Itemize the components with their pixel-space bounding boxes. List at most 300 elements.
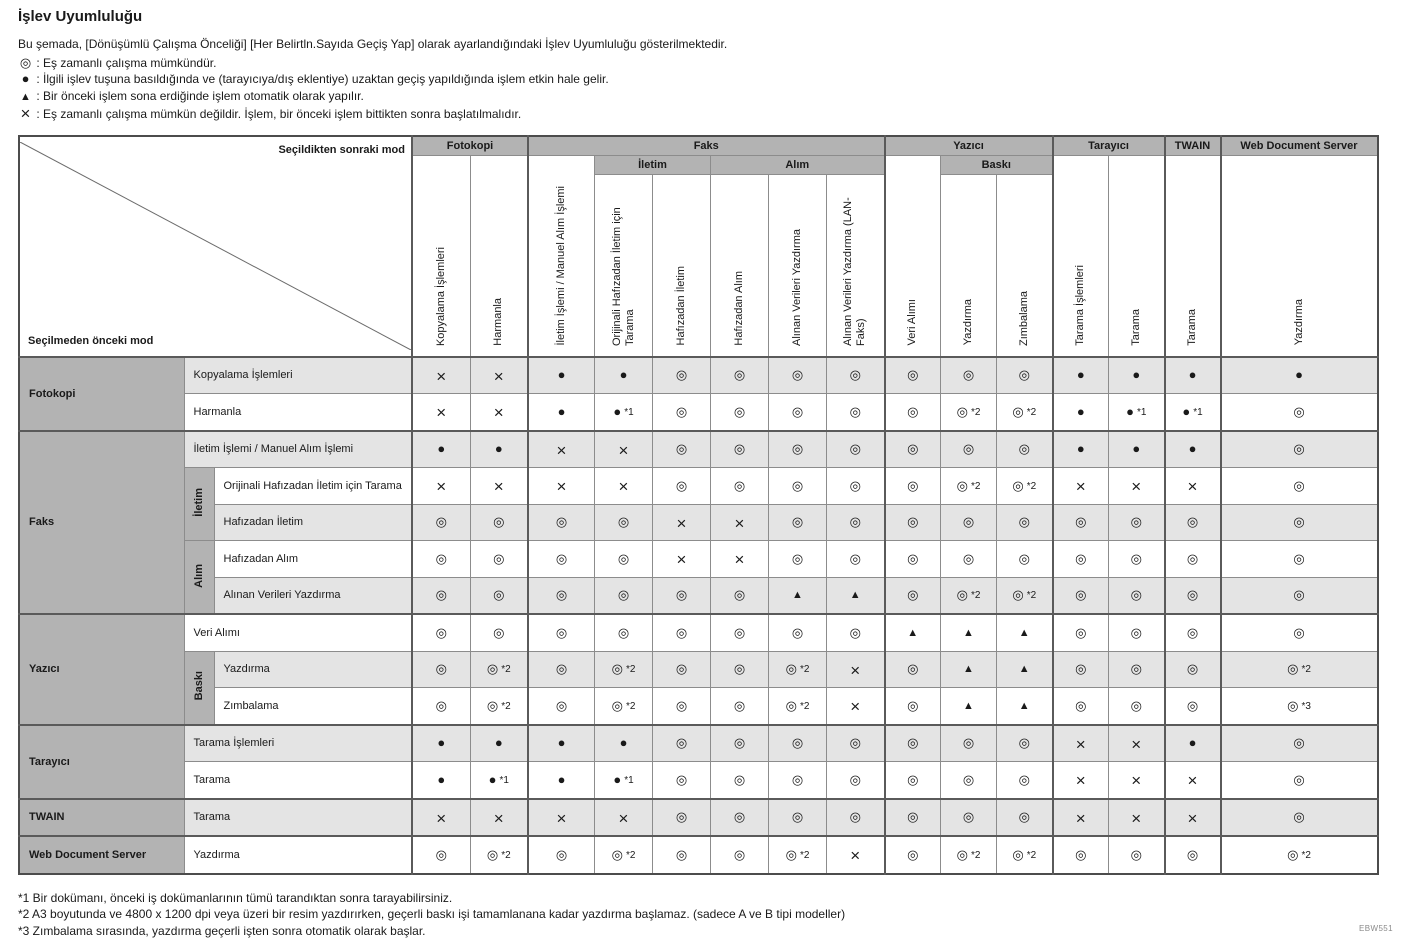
matrix-cell: [711, 614, 769, 651]
simultaneous-symbol: ◎: [1186, 550, 1199, 566]
not-possible-symbol: ×: [850, 660, 861, 680]
footnote-marker: *2: [625, 849, 636, 861]
simultaneous-symbol: ◎: [435, 624, 447, 640]
simultaneous-symbol: ◎: [733, 441, 746, 457]
simultaneous-symbol: ◎: [555, 514, 568, 530]
matrix-cell: [941, 651, 997, 688]
table-row: [19, 357, 1378, 394]
matrix-cell: [412, 468, 470, 505]
matrix-cell: [1053, 577, 1109, 614]
column-header-label: Alınan Verileri Yazdırma: [791, 228, 803, 346]
matrix-cell: [769, 725, 827, 762]
footnote-marker: *2: [1301, 664, 1311, 676]
simultaneous-symbol: ◎: [1186, 587, 1199, 603]
simultaneous-symbol: ◎: [1293, 587, 1305, 603]
matrix-cell: [1053, 431, 1109, 468]
key-switch-symbol: ●: [1188, 441, 1197, 457]
simultaneous-symbol: ◎: [435, 697, 447, 713]
column-subgroup-header: İletim: [595, 155, 711, 174]
simultaneous-symbol: ◎: [1075, 697, 1087, 713]
not-possible-symbol: ×: [1131, 808, 1142, 828]
simultaneous-symbol: ◎: [486, 661, 499, 677]
key-switch-symbol: ●: [557, 367, 566, 383]
simultaneous-symbol: ◎: [1130, 587, 1142, 603]
simultaneous-symbol: ◎: [791, 624, 804, 640]
matrix-corner: [19, 136, 412, 357]
simultaneous-symbol: ◎: [611, 697, 623, 713]
simultaneous-symbol: ◎: [1287, 697, 1299, 713]
key-switch-symbol: ●: [557, 771, 566, 787]
matrix-cell: [470, 836, 528, 874]
matrix-cell: [941, 431, 997, 468]
matrix-cell: [1221, 504, 1378, 541]
simultaneous-symbol: ◎: [675, 367, 688, 383]
matrix-cell: [528, 541, 595, 578]
simultaneous-symbol: ◎: [486, 846, 499, 862]
matrix-cell: [1221, 614, 1378, 651]
table-row: [19, 394, 1378, 431]
matrix-cell: [711, 394, 769, 431]
simultaneous-symbol: ◎: [1293, 441, 1305, 457]
matrix-cell: [997, 431, 1053, 468]
simultaneous-symbol: ◎: [849, 809, 861, 825]
matrix-cell: [1053, 357, 1109, 394]
matrix-cell: [885, 394, 941, 431]
footnote-marker: *2: [1026, 849, 1037, 861]
matrix-cell: [528, 799, 595, 837]
row-label: Hafızadan Alım: [214, 541, 412, 578]
matrix-cell: [769, 651, 827, 688]
matrix-cell: [653, 651, 711, 688]
not-possible-symbol: ×: [1075, 734, 1086, 754]
footnote-marker: *2: [625, 700, 636, 712]
matrix-cell: [1053, 725, 1109, 762]
matrix-cell: [653, 394, 711, 431]
column-header: [769, 174, 827, 357]
key-switch-symbol: ●: [488, 771, 497, 787]
footnote-marker: *2: [970, 480, 981, 492]
simultaneous-symbol: ◎: [1293, 403, 1305, 419]
row-label: Tarama: [184, 799, 412, 837]
key-switch-symbol: ●: [437, 441, 446, 457]
auto-after-symbol: ▲: [849, 589, 861, 602]
matrix-cell: [653, 468, 711, 505]
footnote-marker: *2: [1301, 849, 1311, 861]
simultaneous-symbol: ◎: [907, 550, 919, 566]
simultaneous-symbol: ◎: [962, 809, 975, 825]
row-label: İletim İşlemi / Manuel Alım İşlemi: [184, 431, 412, 468]
legend-separator: :: [33, 88, 44, 103]
row-label: Orijinali Hafızadan İletim için Tarama: [214, 468, 412, 505]
simultaneous-symbol: ◎: [675, 441, 688, 457]
column-header-label: Yazdırma: [962, 299, 974, 346]
simultaneous-symbol: ◎: [1075, 587, 1087, 603]
auto-after-symbol: ▲: [963, 626, 974, 639]
simultaneous-symbol: ◎: [1130, 550, 1142, 566]
matrix-cell: [595, 468, 653, 505]
matrix-cell: [1109, 688, 1165, 725]
matrix-cell: [470, 357, 528, 394]
auto-after-symbol: ▲: [1018, 663, 1030, 676]
auto-after-symbol: ▲: [1018, 699, 1030, 712]
matrix-cell: [997, 357, 1053, 394]
simultaneous-symbol: ◎: [611, 661, 623, 677]
matrix-cell: [997, 541, 1053, 578]
key-switch-symbol: ●: [437, 771, 446, 787]
not-possible-symbol: ×: [436, 477, 447, 497]
matrix-cell: [885, 468, 941, 505]
matrix-cell: [412, 614, 470, 651]
row-group-header: Faks: [19, 431, 184, 615]
auto-after-symbol: ▲: [1018, 626, 1030, 639]
matrix-cell: [1109, 836, 1165, 874]
simultaneous-symbol: ◎: [791, 735, 804, 751]
row-group-header: Web Document Server: [19, 836, 184, 874]
matrix-cell: [1165, 688, 1221, 725]
compatibility-table: [18, 135, 1379, 875]
simultaneous-symbol: ◎: [675, 661, 688, 677]
matrix-cell: [595, 762, 653, 799]
matrix-cell: [885, 431, 941, 468]
simultaneous-symbol: ◎: [493, 587, 505, 603]
matrix-cell: [528, 688, 595, 725]
simultaneous-symbol: ◎: [1075, 624, 1087, 640]
matrix-cell: [528, 504, 595, 541]
matrix-cell: [595, 688, 653, 725]
footnote-marker: *2: [1026, 480, 1037, 492]
simultaneous-symbol: ◎: [849, 403, 861, 419]
column-header: [711, 174, 769, 357]
simultaneous-symbol: ◎: [555, 587, 568, 603]
table-head: [19, 136, 1378, 357]
not-possible-symbol: ×: [556, 477, 567, 497]
column-header: [827, 174, 885, 357]
simultaneous-symbol: ◎: [907, 477, 919, 493]
footnote-marker: *2: [799, 849, 810, 861]
matrix-cell: [528, 651, 595, 688]
matrix-cell: [595, 651, 653, 688]
column-header: [1109, 155, 1165, 357]
legend-text: Eş zamanlı çalışma mümkündür.: [43, 56, 217, 70]
matrix-cell: [997, 725, 1053, 762]
not-possible-symbol: ×: [436, 403, 447, 423]
simultaneous-symbol: ◎: [611, 846, 623, 862]
footnote-marker: *2: [501, 849, 511, 861]
simultaneous-symbol: ◎: [1018, 809, 1030, 825]
matrix-cell: [769, 394, 827, 431]
column-group-header: Yazıcı: [885, 136, 1053, 156]
matrix-cell: [595, 577, 653, 614]
matrix-cell: [885, 762, 941, 799]
simultaneous-symbol: ◎: [675, 809, 688, 825]
key-switch-symbol: ●: [1132, 441, 1141, 457]
simultaneous-symbol: ◎: [435, 661, 447, 677]
simultaneous-symbol: ◎: [1130, 624, 1142, 640]
not-possible-symbol: ×: [618, 477, 629, 497]
row-label: Harmanla: [184, 394, 412, 431]
auto-after-symbol: ▲: [907, 626, 919, 639]
matrix-cell: [470, 725, 528, 762]
footnote-1: *1 Bir dokümanı, önceki iş dokümanlarının tümü tarandıktan sonra tarayabilirsiniz.: [18, 890, 453, 905]
matrix-cell: [1109, 762, 1165, 799]
simultaneous-symbol: ◎: [555, 550, 568, 566]
column-header-label: Tarama: [1186, 308, 1198, 346]
simultaneous-symbol: ◎: [849, 441, 861, 457]
matrix-cell: [653, 541, 711, 578]
table-row: [19, 541, 1378, 578]
not-possible-symbol: ×: [676, 550, 687, 570]
key-switch-symbol: ●: [21, 71, 30, 87]
matrix-cell: [1053, 651, 1109, 688]
header-group-row: [19, 136, 1378, 156]
not-possible-symbol: ×: [556, 808, 567, 828]
matrix-cell: [769, 357, 827, 394]
simultaneous-symbol: ◎: [956, 846, 968, 862]
matrix-cell: [1109, 468, 1165, 505]
simultaneous-symbol: ◎: [1186, 846, 1199, 862]
simultaneous-symbol: ◎: [733, 846, 746, 862]
matrix-cell: [1165, 614, 1221, 651]
simultaneous-symbol: ◎: [791, 367, 804, 383]
simultaneous-symbol: ◎: [675, 587, 688, 603]
row-label: Yazdırma: [214, 651, 412, 688]
simultaneous-symbol: ◎: [849, 624, 861, 640]
key-switch-symbol: ●: [1076, 441, 1085, 457]
simultaneous-symbol: ◎: [733, 624, 746, 640]
matrix-cell: [885, 836, 941, 874]
footnote-marker: *2: [970, 590, 981, 602]
simultaneous-symbol: ◎: [19, 55, 32, 70]
row-subgroup-label: Alım: [192, 563, 205, 588]
legend-item: [18, 104, 1416, 122]
diagonal-cell: [20, 142, 411, 350]
column-header-label: Tarama: [1129, 308, 1142, 346]
simultaneous-symbol: ◎: [1012, 846, 1024, 862]
matrix-cell: [470, 688, 528, 725]
not-possible-symbol: ×: [734, 550, 745, 570]
simultaneous-symbol: ◎: [791, 441, 804, 457]
row-subgroup-label: İletim: [192, 488, 205, 517]
not-possible-symbol: ×: [1075, 477, 1086, 497]
simultaneous-symbol: ◎: [1012, 477, 1024, 493]
matrix-cell: [1165, 431, 1221, 468]
simultaneous-symbol: ◎: [962, 514, 975, 530]
matrix-cell: [470, 504, 528, 541]
column-header-label: İletim İşlemi / Manuel Alım İşlemi: [555, 186, 567, 346]
matrix-cell: [769, 504, 827, 541]
simultaneous-symbol: ◎: [1293, 624, 1305, 640]
matrix-cell: [1221, 577, 1378, 614]
simultaneous-symbol: ◎: [907, 367, 919, 383]
footnote-marker: *2: [1026, 406, 1037, 418]
simultaneous-symbol: ◎: [733, 697, 746, 713]
corner-label-mode-after: Seçildikten sonraki mod: [278, 144, 405, 157]
simultaneous-symbol: ◎: [1293, 735, 1305, 751]
matrix-cell: [941, 688, 997, 725]
matrix-cell: [1053, 836, 1109, 874]
table-row: [19, 725, 1378, 762]
matrix-cell: [1221, 725, 1378, 762]
row-label: Kopyalama İşlemleri: [184, 357, 412, 394]
row-label: Tarama: [184, 762, 412, 799]
matrix-cell: [653, 725, 711, 762]
matrix-cell: [470, 577, 528, 614]
simultaneous-symbol: ◎: [675, 846, 688, 862]
matrix-cell: [941, 762, 997, 799]
not-possible-symbol: ×: [493, 477, 504, 497]
intro-text: Bu şemada, [Dönüşümlü Çalışma Önceliği] [Her Belirtln.Sayıda Geçiş Yap] olarak ayarlandığındaki İşlev Uyumluluğu gösterilmektedir.: [18, 37, 728, 51]
matrix-cell: [769, 762, 827, 799]
document-code: EBW551: [1359, 924, 1393, 933]
matrix-cell: [595, 431, 653, 468]
simultaneous-symbol: ◎: [907, 735, 919, 751]
matrix-cell: [885, 614, 941, 651]
simultaneous-symbol: ◎: [1130, 514, 1142, 530]
row-label: Zımbalama: [214, 688, 412, 725]
matrix-cell: [941, 725, 997, 762]
simultaneous-symbol: ◎: [1075, 550, 1087, 566]
matrix-cell: [653, 357, 711, 394]
matrix-cell: [1165, 651, 1221, 688]
matrix-cell: [1221, 836, 1378, 874]
matrix-cell: [412, 431, 470, 468]
simultaneous-symbol: ◎: [1018, 550, 1030, 566]
matrix-cell: [470, 394, 528, 431]
footnote-marker: *2: [799, 664, 810, 676]
matrix-cell: [997, 651, 1053, 688]
matrix-cell: [1109, 431, 1165, 468]
column-header: [595, 174, 653, 357]
simultaneous-symbol: ◎: [617, 514, 630, 530]
matrix-cell: [941, 577, 997, 614]
matrix-cell: [827, 577, 885, 614]
matrix-cell: [997, 577, 1053, 614]
simultaneous-symbol: ◎: [785, 661, 797, 677]
simultaneous-symbol: ◎: [1012, 587, 1024, 603]
simultaneous-symbol: ◎: [435, 514, 447, 530]
matrix-cell: [1053, 394, 1109, 431]
simultaneous-symbol: ◎: [849, 771, 861, 787]
not-possible-symbol: ×: [1187, 771, 1198, 791]
matrix-cell: [1109, 577, 1165, 614]
matrix-cell: [595, 541, 653, 578]
key-switch-symbol: ●: [557, 403, 566, 419]
row-label: Tarama İşlemleri: [184, 725, 412, 762]
legend-item: [18, 88, 1416, 104]
matrix-cell: [1165, 836, 1221, 874]
matrix-cell: [1221, 468, 1378, 505]
matrix-cell: [941, 614, 997, 651]
matrix-cell: [653, 614, 711, 651]
row-group-header: Yazıcı: [19, 614, 184, 725]
column-group-header: Faks: [528, 136, 885, 156]
simultaneous-symbol: ◎: [1293, 477, 1305, 493]
footnote-3: *3 Zımbalama sırasında, yazdırma geçerli işten sonra otomatik olarak başlar.: [18, 923, 426, 938]
matrix-cell: [412, 836, 470, 874]
simultaneous-symbol: ◎: [733, 735, 746, 751]
simultaneous-symbol: ◎: [962, 550, 975, 566]
simultaneous-symbol: ◎: [1293, 809, 1305, 825]
matrix-cell: [997, 762, 1053, 799]
matrix-cell: [412, 357, 470, 394]
matrix-cell: [827, 357, 885, 394]
simultaneous-symbol: ◎: [791, 771, 804, 787]
key-switch-symbol: ●: [619, 367, 628, 383]
matrix-cell: [769, 431, 827, 468]
not-possible-symbol: ×: [1187, 477, 1198, 497]
simultaneous-symbol: ◎: [675, 477, 688, 493]
simultaneous-symbol: ◎: [791, 477, 804, 493]
matrix-cell: [827, 541, 885, 578]
matrix-cell: [595, 614, 653, 651]
matrix-cell: [1109, 357, 1165, 394]
matrix-cell: [827, 799, 885, 837]
column-header-label: Yazdırma: [1292, 299, 1305, 346]
matrix-cell: [885, 504, 941, 541]
matrix-cell: [885, 541, 941, 578]
matrix-cell: [827, 504, 885, 541]
row-label: Alınan Verileri Yazdırma: [214, 577, 412, 614]
simultaneous-symbol: ◎: [791, 403, 804, 419]
footnotes: [18, 890, 1416, 940]
column-header-label: Harmanla: [492, 297, 505, 346]
simultaneous-symbol: ◎: [962, 735, 975, 751]
page-title: İşlev Uyumluluğu: [18, 8, 143, 25]
matrix-cell: [827, 431, 885, 468]
matrix-cell: [711, 836, 769, 874]
key-switch-symbol: ●: [437, 735, 446, 751]
matrix-cell: [827, 651, 885, 688]
matrix-cell: [711, 468, 769, 505]
matrix-cell: [885, 688, 941, 725]
simultaneous-symbol: ◎: [1018, 367, 1030, 383]
legend-separator: :: [33, 56, 44, 70]
footnote-2: *2 A3 boyutunda ve 4800 x 1200 dpi veya üzeri bir resim yazdırırken, geçerli baskı işi tamamlanana kadar yazdırma başlamaz. (sadece A ve B tipi modeller): [18, 907, 846, 922]
simultaneous-symbol: ◎: [907, 403, 919, 419]
matrix-cell: [1053, 468, 1109, 505]
simultaneous-symbol: ◎: [785, 846, 797, 862]
simultaneous-symbol: ◎: [1186, 514, 1199, 530]
matrix-cell: [1221, 431, 1378, 468]
simultaneous-symbol: ◎: [733, 809, 746, 825]
matrix-cell: [769, 541, 827, 578]
matrix-cell: [827, 614, 885, 651]
matrix-cell: [1109, 394, 1165, 431]
matrix-cell: [997, 614, 1053, 651]
matrix-cell: [470, 614, 528, 651]
matrix-cell: [1221, 541, 1378, 578]
not-possible-symbol: ×: [676, 513, 687, 533]
matrix-cell: [1221, 394, 1378, 431]
column-header: [885, 155, 941, 357]
simultaneous-symbol: ◎: [675, 403, 688, 419]
legend: [18, 55, 1416, 123]
simultaneous-symbol: ◎: [1130, 697, 1142, 713]
row-label: Yazdırma: [184, 836, 412, 874]
simultaneous-symbol: ◎: [1186, 624, 1199, 640]
matrix-cell: [412, 577, 470, 614]
simultaneous-symbol: ◎: [675, 771, 688, 787]
table-row: [19, 614, 1378, 651]
footnote-marker: *3: [1301, 700, 1311, 712]
matrix-cell: [711, 762, 769, 799]
matrix-cell: [470, 541, 528, 578]
footnote-marker: *1: [624, 774, 634, 786]
matrix-cell: [827, 725, 885, 762]
matrix-cell: [997, 504, 1053, 541]
matrix-cell: [470, 799, 528, 837]
column-header: [1221, 155, 1378, 357]
